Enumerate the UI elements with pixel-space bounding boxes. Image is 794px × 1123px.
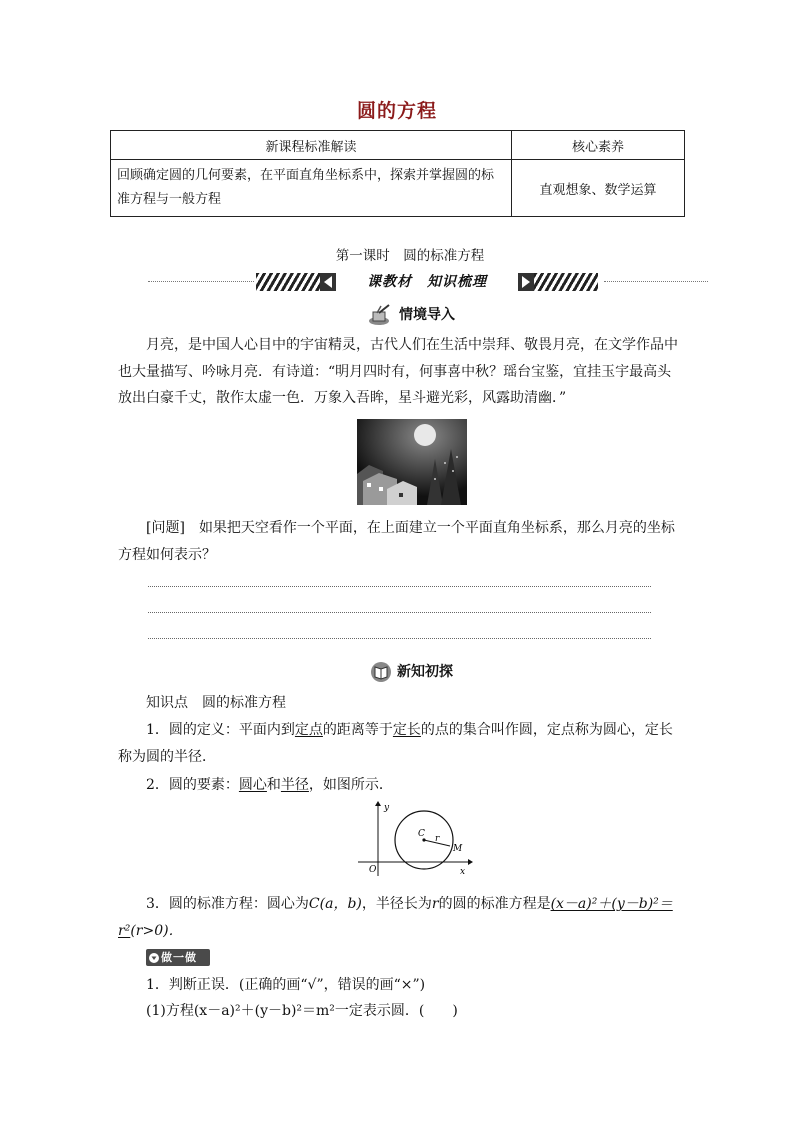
- item-text: ，如图所示．: [308, 777, 393, 793]
- center-notation: C(a，b): [308, 896, 362, 912]
- table-header-cell: 核心素养: [512, 131, 685, 160]
- item-text: 的距离等于: [322, 722, 393, 738]
- section-heading-text: 情境导入: [399, 307, 455, 323]
- practice-badge: [146, 949, 210, 966]
- section-heading-situation: [367, 303, 455, 327]
- table-row: [111, 160, 685, 217]
- kp-title-text: 知识点 圆的标准方程: [146, 695, 286, 711]
- table-cell: 直观想象、数学运算: [512, 160, 685, 217]
- item-text: 的圆的标准方程是: [438, 896, 551, 912]
- radius-notation: r: [431, 896, 439, 912]
- item-text: 圆的定义：平面内到: [168, 722, 295, 738]
- banner-bar: [256, 271, 598, 293]
- knowledge-point-title: [146, 690, 686, 717]
- question-paragraph: [118, 515, 678, 568]
- center-label: C: [418, 829, 425, 839]
- book-icon: [369, 661, 393, 683]
- y-axis-arrow: [375, 801, 381, 806]
- definition-item: [118, 717, 683, 770]
- item-text: 和: [266, 777, 281, 793]
- page-title: 圆的方程: [356, 100, 437, 122]
- practice-subquestion: [146, 998, 686, 1025]
- table-cell: 回顾确定圆的几何要素，在平面直角坐标系中，探索并掌握圆的标准方程与一般方程: [111, 160, 512, 217]
- item-text: ，半径长为: [361, 896, 432, 912]
- elements-item: [118, 772, 683, 799]
- point-m-label: M: [453, 844, 463, 854]
- section-banner: [148, 270, 708, 294]
- curriculum-table: [110, 130, 685, 217]
- y-label: y: [384, 803, 390, 813]
- answer-line: [148, 612, 651, 613]
- banner-stripes: [256, 273, 320, 291]
- practice-subquestion-text: (1)方程(x－a)²＋(y－b)²＝m²一定表示圆．( ): [146, 1003, 458, 1019]
- question-label: [问题]: [146, 520, 185, 536]
- equation-condition: (r>0)．: [130, 922, 183, 939]
- pen-holder-icon: [367, 304, 395, 326]
- equation-answer: (x－a)²＋(y－b)²＝: [550, 896, 673, 912]
- chevron-down-icon: [149, 953, 159, 963]
- answer-line: [148, 586, 651, 587]
- moon-night-photo: [357, 419, 467, 505]
- underlined-term: 定长: [392, 722, 421, 738]
- answer-line: [148, 638, 651, 639]
- intro-paragraph: [118, 332, 678, 412]
- standard-equation-item: [118, 891, 688, 944]
- arrow-left-icon: [320, 273, 336, 291]
- radius-label: r: [435, 834, 440, 844]
- x-label: x: [460, 867, 466, 877]
- item-number: 1．: [146, 722, 169, 738]
- section-heading-new: [369, 660, 453, 684]
- equation-answer: r²: [118, 922, 131, 939]
- section-heading-text: 新知初探: [397, 664, 453, 680]
- banner-stripes: [534, 273, 598, 291]
- item-text: 圆的要素：: [168, 777, 239, 793]
- item-number: 2．: [146, 777, 169, 793]
- x-axis-arrow: [468, 859, 473, 865]
- question-text: 如果把天空看作一个平面，在上面建立一个平面直角坐标系，那么月亮的坐标方程如何表示？: [118, 520, 675, 563]
- lesson-subtitle: 第一课时 圆的标准方程: [335, 248, 485, 264]
- item-number: 3．: [146, 896, 169, 912]
- banner-dotted-line: [148, 281, 254, 282]
- banner-text: 课教材 知识梳理: [367, 274, 487, 290]
- banner-dotted-line: [604, 281, 708, 282]
- origin-label: O: [369, 865, 377, 875]
- moon-night-photo: [357, 419, 467, 505]
- underlined-term: 半径: [280, 777, 309, 793]
- table-header-cell: 新课程标准解读: [111, 131, 512, 160]
- item-text: 的点的集合叫作圆，定点称为圆心，定长称为圆的半径．: [118, 722, 673, 765]
- badge-text: 做一做: [161, 951, 197, 964]
- practice-question-text: 1．判断正误．(正确的画“√”，错误的画“×”): [146, 977, 426, 993]
- circle-diagram: [352, 800, 474, 878]
- underlined-term: 定点: [294, 722, 323, 738]
- arrow-right-icon: [518, 273, 534, 291]
- intro-text: 月亮，是中国人心目中的宇宙精灵，古代人们在生活中崇拜、敬畏月亮，在文学作品中也大量描写、吟咏月亮．有诗道：“明月四时有，何事喜中秋？瑶台宝鉴，宜挂玉宇最高头放出白豪千丈，散作太虚一色．万象入吾眸，星斗避光彩，风露助清幽．”: [118, 337, 678, 406]
- practice-question: [146, 972, 686, 999]
- underlined-term: 圆心: [238, 777, 267, 793]
- table-header-row: [111, 131, 685, 160]
- item-text: 圆的标准方程：圆心为: [168, 896, 309, 912]
